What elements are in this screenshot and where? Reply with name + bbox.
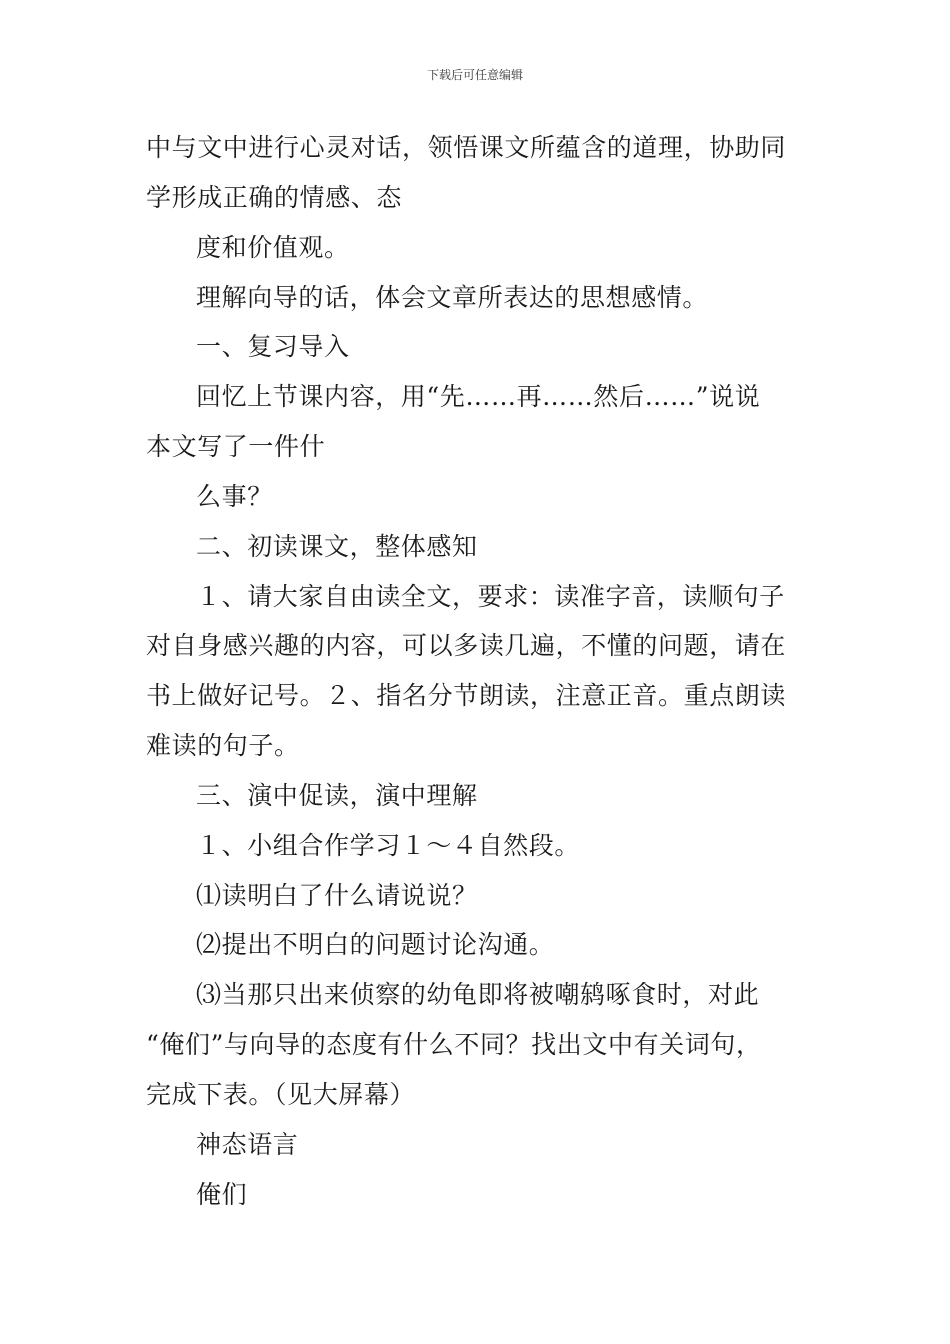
section-heading: 一、复习导入 bbox=[196, 332, 350, 361]
body-line: 么事？ bbox=[196, 482, 273, 511]
page-header: 下载后可任意编辑 bbox=[426, 68, 523, 82]
table-label: 俺们 bbox=[196, 1180, 248, 1209]
body-line: 理解向导的话，体会文章所表达的思想感情。 bbox=[196, 283, 709, 312]
body-line: 中与文中进行心灵对话，领悟课文所蕴含的道理，协助同 bbox=[146, 133, 787, 162]
body-line: 对自身感兴趣的内容，可以多读几遍，不懂的问题，请在 bbox=[146, 631, 787, 660]
body-line: ⑶当那只出来侦察的幼龟即将被嘲鸫啄食时，对此 bbox=[196, 980, 760, 1009]
body-line: 难读的句子。 bbox=[146, 731, 300, 760]
body-line: 学形成正确的情感、态 bbox=[146, 183, 403, 212]
body-line: ⑴读明白了什么请说说？ bbox=[196, 881, 478, 910]
body-line: 回忆上节课内容，用“先……再……然后……”说说 bbox=[196, 382, 761, 411]
table-label: 神态语言 bbox=[196, 1130, 299, 1159]
section-heading: 二、初读课文，整体感知 bbox=[196, 532, 478, 561]
section-heading: 三、演中促读，演中理解 bbox=[196, 781, 478, 810]
body-line: １、请大家自由读全文，要求：读准字音，读顺句子 bbox=[196, 582, 785, 611]
body-line: “俺们”与向导的态度有什么不同？找出文中有关词句， bbox=[146, 1030, 762, 1059]
body-line: 完成下表。（见大屏幕） bbox=[146, 1080, 416, 1109]
body-line: 本文写了一件什 bbox=[146, 432, 326, 461]
body-line: 书上做好记号。２、指名分节朗读，注意正音。重点朗读 bbox=[146, 681, 787, 710]
body-line: ⑵提出不明白的问题讨论沟通。 bbox=[196, 930, 555, 959]
body-line: １、小组合作学习１～４自然段。 bbox=[196, 831, 581, 860]
body-line: 度和价值观。 bbox=[196, 233, 350, 262]
